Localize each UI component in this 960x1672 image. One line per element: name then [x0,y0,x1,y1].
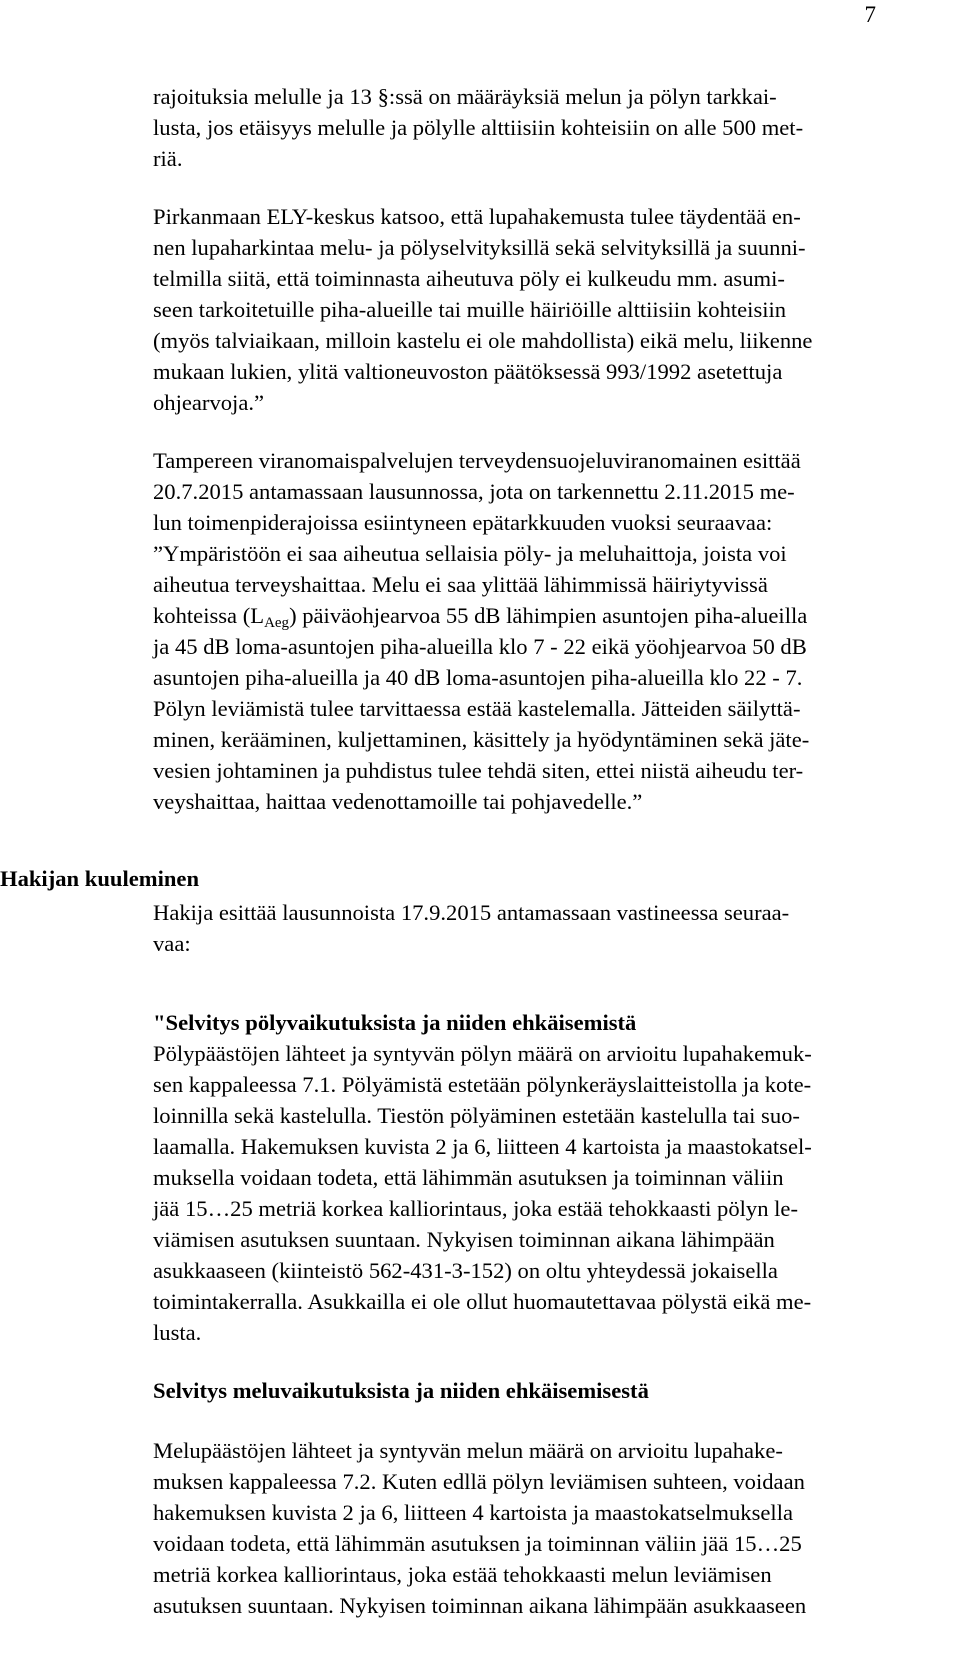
para2-line: ohjearvoja.” [153,390,265,415]
page-number: 7 [864,2,876,27]
para2-line: mukaan lukien, ylitä valtioneuvoston päätöksessä 993/1992 asetettuja [153,359,783,384]
section1-line: Pölypäästöjen lähteet ja syntyvän pölyn määrä on arvioitu lupahakemuk- [153,1041,812,1066]
para3-line: aiheutua terveyshaittaa. Melu ei saa ylittää lähimmissä häiriytyvissä [153,572,768,597]
para4-line: vaa: [153,931,191,956]
para3-line: ja 45 dB loma-asuntojen piha-alueilla klo 7 - 22 eikä yöohjearvoa 50 dB [153,634,807,659]
para3-line [153,603,807,629]
para3-line: vesien johtaminen ja puhdistus tulee tehdä siten, ettei niistä aiheudu ter- [153,758,804,783]
para3-line: ”Ympäristöön ei saa aiheutua sellaisia pöly- ja meluhaittoja, joista voi [153,541,787,566]
section1-line: loinnilla sekä kastelulla. Tiestön pölyäminen estetään kastelulla tai suo- [153,1103,800,1128]
section1-line: jää 15…25 metriä korkea kalliorintaus, joka estää tehokkaasti pölyn le- [153,1196,798,1221]
para2-line: nen lupaharkintaa melu- ja pölyselvityksillä sekä selvityksillä ja suunni- [153,235,806,260]
para3-line: Pölyn leviämistä tulee tarvittaessa estää kastelemalla. Jätteiden säilyttä- [153,696,801,721]
side-heading: Hakijan kuuleminen [0,866,200,891]
para3-l6-pre: kohteissa (L [153,603,265,628]
para2-line: telmilla siitä, että toiminnasta aiheutuva pöly ei kulkeudu mm. asumi- [153,266,785,291]
section1-line: asukkaaseen (kiinteistö 562-431-3-152) on oltu yhteydessä jokaisella [153,1258,778,1283]
section1-line: laamalla. Hakemuksen kuvista 2 ja 6, liitteen 4 kartoista ja maastokatsel- [153,1134,812,1159]
para2-line: seen tarkoitetuille piha-alueille tai muille häiriöille alttiisiin kohteisiin [153,297,787,322]
section2-line: hakemuksen kuvista 2 ja 6, liitteen 4 kartoista ja maastokatselmuksella [153,1500,793,1525]
para1-line: riä. [153,146,183,171]
para3-line: 20.7.2015 antamassaan lausunnossa, jota on tarkennettu 2.11.2015 me- [153,479,795,504]
para3-line: Tampereen viranomaispalvelujen terveydensuojeluviranomainen esittää [153,448,801,473]
section2-line: asutuksen suuntaan. Nykyisen toiminnan aikana lähimpään asukkaaseen [153,1593,807,1618]
para2-line: (myös talviaikaan, milloin kastelu ei ole mahdollista) eikä melu, liikenne [153,328,813,353]
section2-line: metriä korkea kalliorintaus, joka estää tehokkaasti melun leviämisen [153,1562,772,1587]
section1-line: sen kappaleessa 7.1. Pölyämistä estetään pölynkeräyslaitteistolla ja kote- [153,1072,812,1097]
section1-line: viämisen asutuksen suuntaan. Nykyisen toiminnan aikana lähimpään [153,1227,775,1252]
para3-l6-sub: Aeg [264,615,290,631]
para1-line: lusta, jos etäisyys melulle ja pölylle alttiisiin kohteisiin on alle 500 met- [153,115,804,140]
para3-line: minen, kerääminen, kuljettaminen, käsittely ja hyödyntäminen sekä jäte- [153,727,810,752]
para3-l6-post: ) päiväohjearvoa 55 dB lähimpien asuntojen piha-alueilla [289,603,808,628]
section2-line: muksen kappaleessa 7.2. Kuten edllä pölyn leviämisen suhteen, voidaan [153,1469,805,1494]
para3-line: veyshaittaa, haittaa vedenottamoille tai pohjavedelle.” [153,789,643,814]
section2-line: Melupäästöjen lähteet ja syntyvän melun määrä on arvioitu lupahake- [153,1438,783,1463]
para1-line: rajoituksia melulle ja 13 §:ssä on määräyksiä melun ja pölyn tarkkai- [153,84,777,109]
section2-heading: Selvitys meluvaikutuksista ja niiden ehkäisemisestä [153,1378,649,1403]
para3-line: lun toimenpiderajoissa esiintyneen epätarkkuuden vuoksi seuraavaa: [153,510,773,535]
section1-line: lusta. [153,1320,202,1345]
section1-heading: "Selvitys pölyvaikutuksista ja niiden ehkäisemistä [153,1010,637,1035]
para3-line: asuntojen piha-alueilla ja 40 dB loma-asuntojen piha-alueilla klo 22 - 7. [153,665,803,690]
section1-line: toimintakerralla. Asukkailla ei ole ollut huomautettavaa pölystä eikä me- [153,1289,812,1314]
section2-line: voidaan todeta, että lähimmän asutuksen ja toiminnan väliin jää 15…25 [153,1531,802,1556]
para4-line: Hakija esittää lausunnoista 17.9.2015 antamassaan vastineessa seuraa- [153,900,790,925]
para2-line: Pirkanmaan ELY-keskus katsoo, että lupahakemusta tulee täydentää en- [153,204,801,229]
section1-line: muksella voidaan todeta, että lähimmän asutuksen ja toiminnan väliin [153,1165,784,1190]
